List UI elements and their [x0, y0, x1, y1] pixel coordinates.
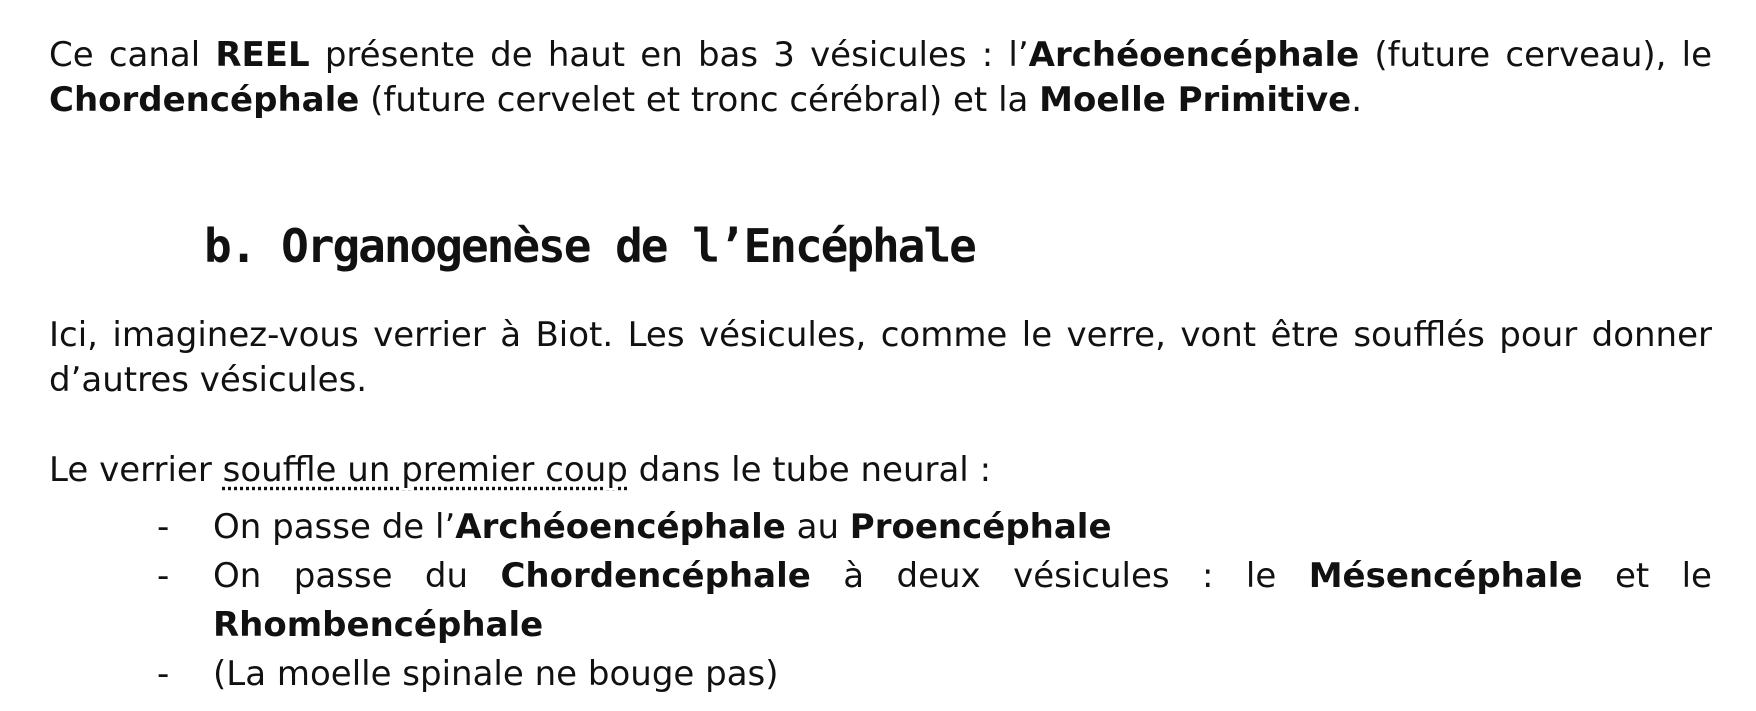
paragraph-canal-reel — [49, 33, 1712, 123]
bullet-dash: - — [157, 556, 170, 596]
text-segment: dans le tube neural : — [627, 450, 992, 490]
text-segment: . — [1351, 80, 1362, 120]
text-segment: (future cerveau), le — [1359, 35, 1712, 75]
list-item — [49, 503, 1712, 552]
text-segment: Ce canal — [49, 35, 216, 75]
list-item — [49, 650, 1712, 699]
bold-term-proencephale: Proencéphale — [849, 507, 1112, 547]
section-heading: b. Organogenèse de l’Encéphale — [204, 219, 975, 273]
bullet-dash: - — [157, 507, 170, 547]
bullet-dash: - — [157, 654, 170, 694]
text-segment: à deux vésicules : le — [810, 556, 1309, 596]
bullet-list — [49, 503, 1712, 699]
bold-term-chordencephale: Chordencéphale — [49, 80, 360, 120]
bold-term-moelle-primitive: Moelle Primitive — [1039, 80, 1352, 120]
bold-term-rhombencephale: Rhombencéphale — [213, 605, 544, 645]
paragraph-verrier-biot: Ici, imaginez-vous verrier à Biot. Les vésicules, comme le verre, vont être soufflés pour donner d’autres vésicules. — [49, 315, 1712, 400]
bold-term-archeoencephale: Archéoencéphale — [455, 507, 786, 547]
list-item — [49, 552, 1712, 650]
underlined-phrase: souffle un premier coup — [222, 450, 628, 490]
bold-term-chordencephale: Chordencéphale — [500, 556, 811, 596]
text-segment: (future cervelet et tronc cérébral) et la — [359, 80, 1040, 120]
paragraph-premier-souffle — [49, 448, 1712, 493]
text-segment: On passe du — [213, 556, 501, 596]
text-segment: au — [785, 507, 850, 547]
bold-term-reel: REEL — [215, 35, 310, 75]
text-segment: et le — [1582, 556, 1712, 596]
bold-term-archeoencephale: Archéoencéphale — [1028, 35, 1360, 75]
text-segment: Le verrier — [49, 450, 223, 490]
text-segment: présente de haut en bas 3 vésicules : l’ — [309, 35, 1029, 75]
text-segment: (La moelle spinale ne bouge pas) — [213, 654, 779, 694]
text-segment: On passe de l’ — [213, 507, 456, 547]
bold-term-mesencephale: Mésencéphale — [1308, 556, 1583, 596]
